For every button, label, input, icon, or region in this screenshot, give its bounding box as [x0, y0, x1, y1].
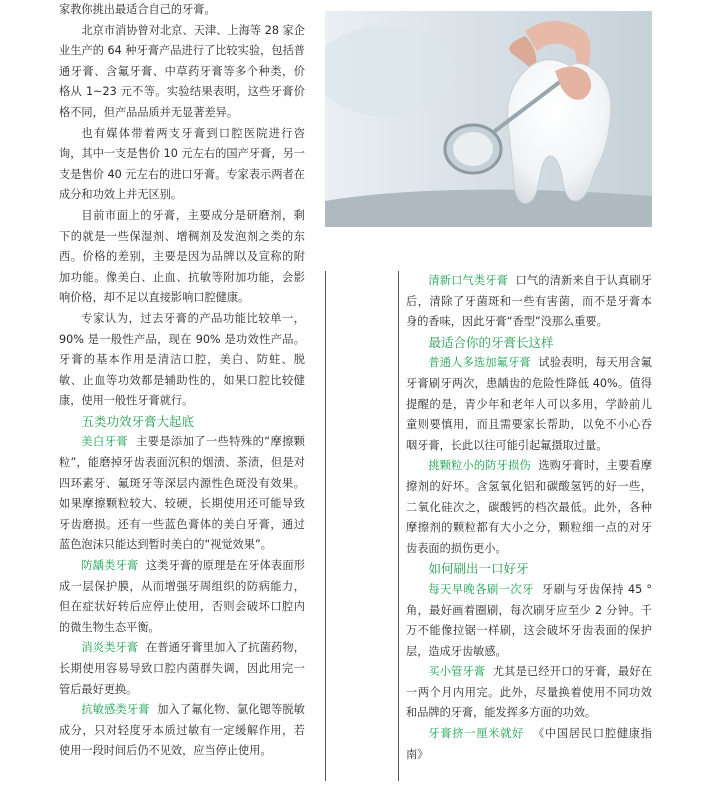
term-label: 抗敏感类牙膏 — [81, 703, 150, 717]
term-label: 买小管牙膏 — [428, 665, 486, 679]
term-label: 清新口气类牙膏 — [428, 274, 509, 287]
column-divider — [398, 271, 399, 781]
term-text: 加入了氟化物、氯化锶等脱敏成分，只对轻度牙本质过敏有一定缓解作用，若使用一段时间后仍不见效，应当停止使用。 — [59, 703, 305, 758]
term-label: 防龋类牙膏 — [81, 559, 139, 573]
paragraph-one-cm — [406, 724, 652, 765]
section-heading: 最适合你的牙膏长这样 — [428, 334, 554, 350]
term-label: 牙膏挤一厘米就好 — [428, 727, 525, 741]
paragraph: 北京市消协曾对北京、天津、上海等 28 家企业生产的 64 种牙膏产品进行了比较实验，包括普通牙膏、含氟牙膏、中草药牙膏等多个种类，价格从 1~23 元不等。实验结果表明，这些牙膏价格不同，但产品品质并无显著差异。 — [59, 23, 305, 119]
term-text: 试验表明，每天用含氟牙膏刷牙两次，患龋齿的危险性降低 40%。值得提醒的是，青少年和老年人可以多用，学龄前儿童则要慎用，而且需要家长帮助，以免不小心吞咽牙膏，长此以往可能引起氟摄取过量。 — [406, 356, 652, 452]
tooth-illustration — [325, 11, 652, 227]
term-text: 选购牙膏时，主要看摩擦剂的好坏。含氢氧化铝和碳酸氢钙的好一些，二氧化硅次之，碳酸钙的档次最低。此外，各种摩擦剂的颗粒都有大小之分，颗粒细一点的对牙齿表面的损伤更小。 — [406, 459, 652, 555]
term-text: 主要是添加了一些特殊的“摩擦颗粒”，能磨掉牙齿表面沉积的烟渍、茶渍，但是对四环素牙、氟斑牙等深层内源性色斑没有效果。如果摩擦颗粒较大、较硬，长期使用还可能导致牙齿磨损。还有一些蓝色膏体的美白牙膏，通过蓝色泡沫只能达到暂时美白的“视觉效果”。 — [59, 435, 305, 552]
section-heading: 五类功效牙膏大起底 — [81, 413, 195, 429]
paragraph-brush-twice — [406, 580, 652, 662]
section-heading: 如何刷出一口好牙 — [428, 561, 529, 577]
left-column — [59, 0, 305, 762]
paragraph-small-tube — [406, 662, 652, 724]
term-label: 普通人多选加氟牙膏 — [428, 356, 531, 370]
paragraph-anticavity — [59, 556, 305, 638]
term-text: 《中国居民口腔健康指南》 — [406, 727, 652, 761]
column-divider — [325, 271, 326, 781]
term-text: 牙刷与牙齿保持 45 °角，最好画着圈刷，每次刷牙应至少 2 分钟。千万不能像拉锯一样刷，这会破坏牙齿表面的保护层，造成牙齿敏感。 — [406, 582, 652, 658]
term-text: 尤其是已经开口的牙膏，最好在一两个月内用完。此外，尽量换着使用不同功效和品牌的牙膏，能发挥多方面的功效。 — [406, 665, 652, 720]
paragraph-sensitive — [59, 700, 305, 762]
paragraph-fresh — [406, 271, 652, 333]
right-column — [406, 271, 652, 765]
paragraph-fluoride — [406, 353, 652, 456]
paragraph: 也有媒体带着两支牙膏到口腔医院进行咨询，其中一支是售价 10 元左右的国产牙膏，另一支是售价 40 元左右的进口牙膏。专家表示两者在成分和功效上并无区别。 — [59, 126, 305, 202]
paragraph-whitening — [59, 432, 305, 556]
term-label: 每天早晚各刷一次牙 — [428, 582, 534, 596]
term-text: 在普通牙膏里加入了抗菌药物，长期使用容易导致口腔内菌群失调，因此用完一管后最好更换。 — [59, 641, 305, 696]
paragraph: 家教你挑出最适合自己的牙膏。 — [59, 3, 216, 16]
term-text: 这类牙膏的原理是在牙体表面形成一层保护膜，从而增强牙周组织的防病能力，但在症状好转后应停止使用，否则会破坏口腔内的微生物生态平衡。 — [59, 559, 305, 634]
paragraph: 专家认为，过去牙膏的产品功能比较单一，90% 是一般性产品，现在 90% 是功效性产品。牙膏的基本作用是清洁口腔，美白、防蛀、脱敏、止血等功效都是辅助性的，如果口腔比较健康，使用一般性牙膏就行。 — [59, 311, 305, 408]
term-text: 口气的清新来自于认真刷牙后，清除了牙菌斑和一些有害菌，而不是牙膏本身的香味，因此牙膏“香型”没那么重要。 — [406, 274, 652, 329]
paragraph: 目前市面上的牙膏，主要成分是研磨剂，剩下的就是一些保湿剂、增稠剂及发泡剂之类的东西。价格的差别，主要是因为品牌以及宣称的附加功能。像美白、止血、抗敏等附加功能，会影响价格，却不足以直接影响口腔健康。 — [59, 208, 305, 305]
paragraph-abrasive — [406, 456, 652, 559]
paragraph-antiinflammatory — [59, 638, 305, 700]
term-label: 消炎类牙膏 — [81, 641, 139, 655]
term-label: 美白牙膏 — [81, 435, 129, 449]
term-label: 挑颗粒小的防牙损伤 — [428, 459, 531, 473]
tooth-photo — [325, 11, 652, 227]
